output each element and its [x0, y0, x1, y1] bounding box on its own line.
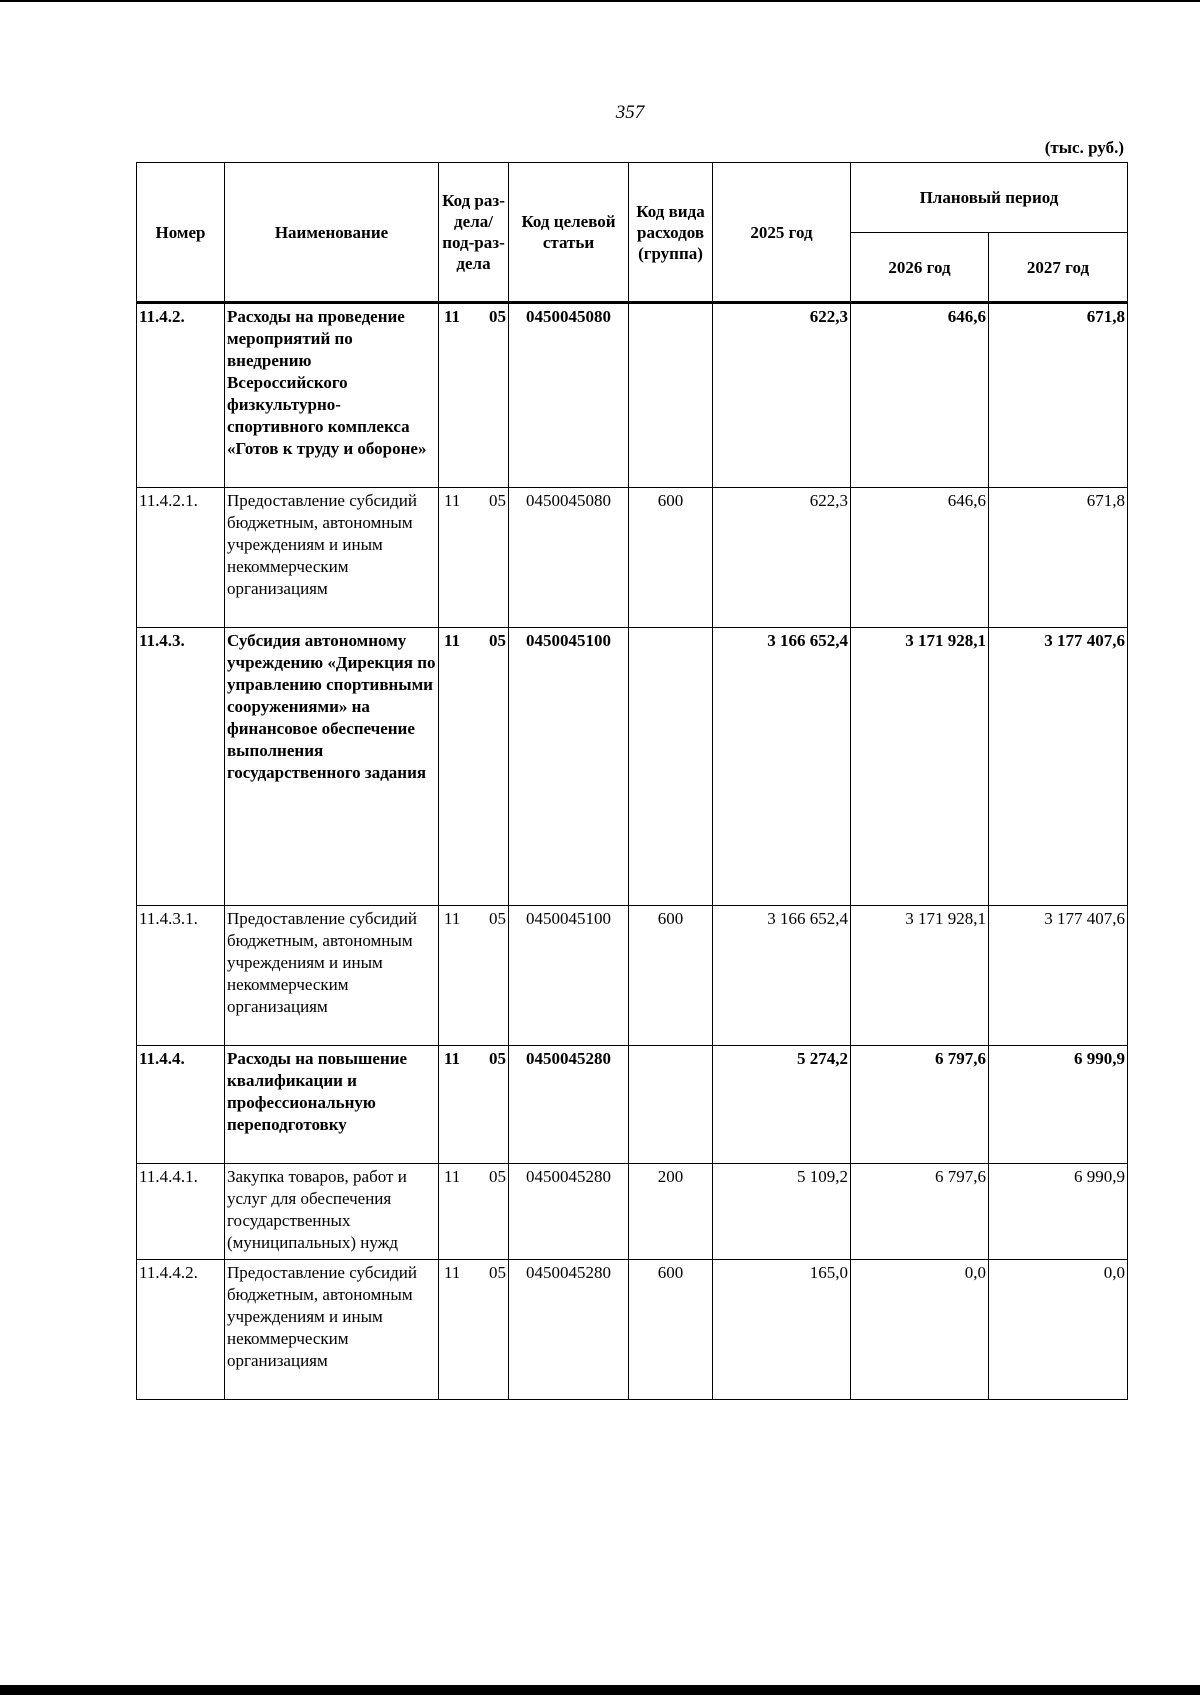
row-expense-kind: 200 [629, 1164, 713, 1260]
row-value-2026: 6 797,6 [851, 1164, 989, 1260]
table-row [137, 628, 1128, 906]
row-value-2027: 3 177 407,6 [989, 628, 1128, 906]
row-name: Предоставление субсидий бюджетным, автономным учреждениям и иным некоммерческим организациям [225, 1260, 439, 1400]
row-value-2025: 5 274,2 [713, 1046, 851, 1164]
row-value-2025: 3 166 652,4 [713, 628, 851, 906]
row-value-2026: 3 171 928,1 [851, 628, 989, 906]
row-value-2027: 6 990,9 [989, 1164, 1128, 1260]
section-code: 11 [444, 1167, 461, 1186]
row-value-2025: 622,3 [713, 303, 851, 488]
row-name: Субсидия автономному учреждению «Дирекция по управлению спортивными сооружениями» на финансовое обеспечение выполнения государственного задания [225, 628, 439, 906]
subsection-code: 05 [489, 307, 506, 326]
row-value-2026: 646,6 [851, 303, 989, 488]
header-year-2027: 2027 год [989, 233, 1128, 303]
row-number: 11.4.3. [137, 628, 225, 906]
row-value-2027: 671,8 [989, 303, 1128, 488]
table-header [137, 163, 1128, 303]
table-row [137, 906, 1128, 1046]
row-section-code [439, 628, 509, 906]
row-number: 11.4.4.2. [137, 1260, 225, 1400]
section-code: 11 [444, 491, 461, 510]
header-section: Код раз-дела/ под-раз-дела [439, 163, 509, 303]
table-body [137, 303, 1128, 1400]
header-year-2025: 2025 год [713, 163, 851, 303]
header-name: Наименование [225, 163, 439, 303]
subsection-code: 05 [489, 491, 506, 510]
row-section-code [439, 1046, 509, 1164]
row-value-2026: 6 797,6 [851, 1046, 989, 1164]
section-code: 11 [444, 1263, 461, 1282]
row-value-2025: 622,3 [713, 488, 851, 628]
row-value-2027: 3 177 407,6 [989, 906, 1128, 1046]
page-number: 357 [615, 102, 645, 123]
row-value-2025: 3 166 652,4 [713, 906, 851, 1046]
subsection-code: 05 [489, 1263, 506, 1282]
subsection-code: 05 [489, 631, 506, 650]
row-value-2027: 6 990,9 [989, 1046, 1128, 1164]
row-target-code: 0450045100 [509, 628, 629, 906]
row-name: Предоставление субсидий бюджетным, автономным учреждениям и иным некоммерческим организациям [225, 488, 439, 628]
section-code: 11 [444, 631, 461, 650]
header-planned-period: Плановый период [851, 163, 1128, 233]
row-number: 11.4.4. [137, 1046, 225, 1164]
row-expense-kind [629, 628, 713, 906]
section-code: 11 [444, 307, 461, 326]
row-number: 11.4.4.1. [137, 1164, 225, 1260]
row-number: 11.4.2.1. [137, 488, 225, 628]
row-expense-kind: 600 [629, 1260, 713, 1400]
row-value-2026: 3 171 928,1 [851, 906, 989, 1046]
table-row [137, 303, 1128, 488]
subsection-code: 05 [489, 909, 506, 928]
row-expense-kind [629, 303, 713, 488]
row-target-code: 0450045280 [509, 1046, 629, 1164]
header-target: Код целевой статьи [509, 163, 629, 303]
subsection-code: 05 [489, 1167, 506, 1186]
row-expense-kind [629, 1046, 713, 1164]
row-target-code: 0450045100 [509, 906, 629, 1046]
row-section-code [439, 1260, 509, 1400]
table-row [137, 488, 1128, 628]
header-expense-kind: Код вида расходов (группа) [629, 163, 713, 303]
row-target-code: 0450045080 [509, 488, 629, 628]
row-target-code: 0450045280 [509, 1164, 629, 1260]
row-value-2025: 5 109,2 [713, 1164, 851, 1260]
row-value-2026: 0,0 [851, 1260, 989, 1400]
row-section-code [439, 1164, 509, 1260]
row-value-2025: 165,0 [713, 1260, 851, 1400]
scan-edge-bottom [0, 1685, 1200, 1695]
row-value-2027: 0,0 [989, 1260, 1128, 1400]
row-value-2026: 646,6 [851, 488, 989, 628]
row-name: Закупка товаров, работ и услуг для обеспечения государственных (муниципальных) нужд [225, 1164, 439, 1260]
section-code: 11 [444, 909, 461, 928]
header-number: Номер [137, 163, 225, 303]
subsection-code: 05 [489, 1049, 506, 1068]
row-section-code [439, 906, 509, 1046]
row-expense-kind: 600 [629, 906, 713, 1046]
table-row [137, 1046, 1128, 1164]
row-value-2027: 671,8 [989, 488, 1128, 628]
units-label: (тыс. руб.) [1044, 138, 1124, 157]
budget-table [136, 162, 1128, 1400]
row-number: 11.4.2. [137, 303, 225, 488]
row-name: Расходы на повышение квалификации и профессиональную переподготовку [225, 1046, 439, 1164]
row-number: 11.4.3.1. [137, 906, 225, 1046]
section-code: 11 [444, 1049, 461, 1068]
scan-edge-top [0, 0, 1200, 2]
row-name: Предоставление субсидий бюджетным, автономным учреждениям и иным некоммерческим организациям [225, 906, 439, 1046]
row-target-code: 0450045080 [509, 303, 629, 488]
table-row [137, 1260, 1128, 1400]
header-year-2026: 2026 год [851, 233, 989, 303]
table-row [137, 1164, 1128, 1260]
row-name: Расходы на проведение мероприятий по внедрению Всероссийского физкультурно-спортивного комплекса «Готов к труду и обороне» [225, 303, 439, 488]
row-section-code [439, 303, 509, 488]
row-section-code [439, 488, 509, 628]
row-target-code: 0450045280 [509, 1260, 629, 1400]
row-expense-kind: 600 [629, 488, 713, 628]
